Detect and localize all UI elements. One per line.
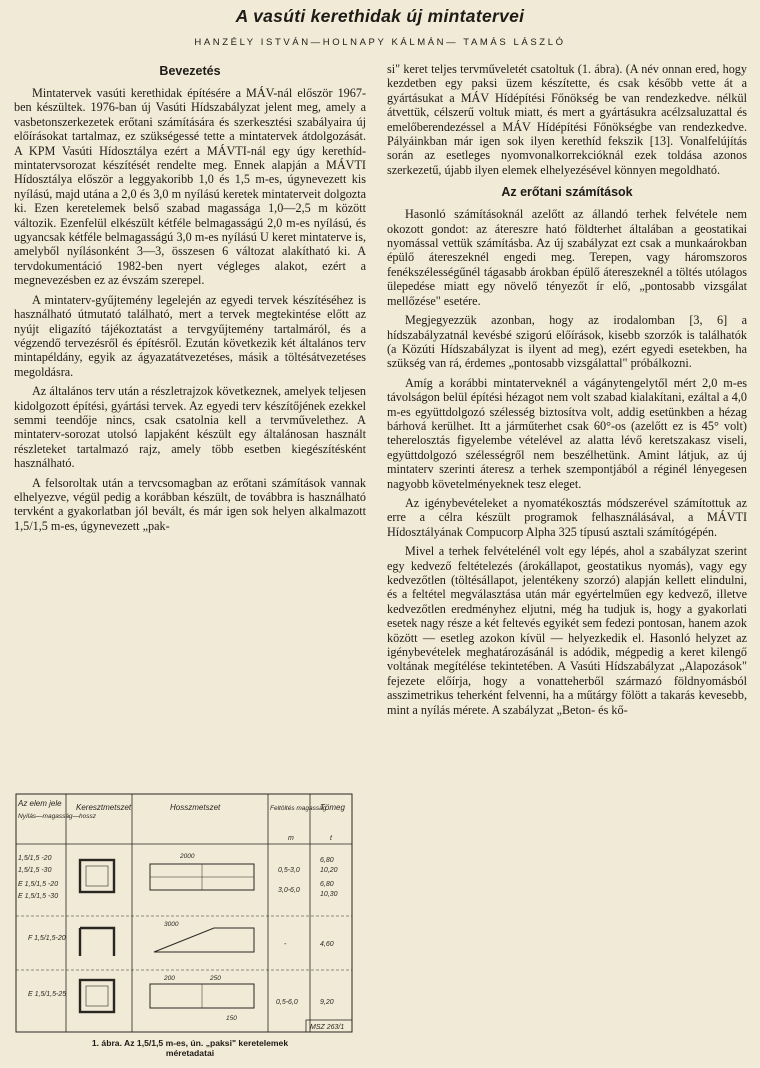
long-section-sketch [150,984,254,1008]
paragraph: A felsoroltak után a tervcsomagban az erőtani számítások vannak elhelyezve, végül pedig a korábban készült, de továbbra is használható tervként a gyakorlatban jól bevált, és már igen sok helyen alkalmazott 1,5/1,5 m-es, úgynevezett „pak- [14,475,366,533]
unit-mass: t [330,835,332,842]
paragraph: A mintaterv-gyűjtemény legelején az egyedi tervek készítéséhez is használható útmutató található, mert a tervek megtekintése előtt az nyújt eligazító tájékoztatást a tervgyűjtemény tartalmáról, és a végzendő tervezésről és építésről. Ezután következik két általános terv mintapéldány, egyik az ágyazatátvezetéses, másik a töltésátvezetéses megoldásra. [14,292,366,379]
figure-stamp: MSZ 263/1 [310,1024,345,1031]
header-fill-height: Feltöltés magasság [270,805,327,812]
paragraph: Az igénybevételeket a nyomatékosztás módszerével számítottuk az erre a célra készült programok felhasználásával, a MÁVTI Hídosztályának Compucorp Alpha 325 típusú asztali számítógépén. [387,495,747,539]
dim-label: 2000 [180,853,195,860]
row1-code: E 1,5/1,5 -20 [18,881,59,888]
row1-fill: 3,0-6,0 [278,887,300,894]
row1-code: 1,5/1,5 -20 [18,855,52,862]
paragraph: Mivel a terhek felvételénél volt egy lépés, ahol a szabályzat szerint egy kedvező feltételezés (árokállapot, geostatikus nyomás), vagy egy kedvezőtlen (töltésállapot, jelentékeny szorzó) alapján kellett elindulni, és a feltétel megválasztása után már egyértelműen egy kedvező, illetve kedvezőtlen eredményhez eljutni, még ha tudjuk is, hogy a gyakorlati esetek nagy része a két feltevés egyikét sem fedezi pontosan, hanem azok között — esetleg azokon kívül — helyezkedik el. Hasonló helyzet az igénybevételek meghatározásánál is adódik, mégpedig a keret kilengő voltának megítélése tekintetében. A Vasúti Hídszabályzat „Alapozások" fejezete előírja, hogy a vonatteherből származó földnyomásból asszimetrikus teherként felvenni, ha a műtárgy fölött a takarás kevesebb, mint a nyílás mérete. A szabályzat „Beton- és kő- [387,544,747,717]
figure-caption-line1: 1. ábra. Az 1,5/1,5 m-es, ún. „paksi" keretelemek [91,1038,289,1048]
paragraph: Mintatervek vasúti kerethidak építésére a MÁV-nál először 1967-ben készültek. 1976-ban új Vasúti Hídszabályzat jelent meg, amely a vasbetonszerkezetek erőtani számítására és szerkesztési szabályaira új előírásokat tartalmaz, ez szükségessé tette a mintatervek átdolgozását. A KPM Vasúti Hídosztálya ezért a MÁVTI-nál egy úgy kerethíd-mintatervsorozat készítését rendelte meg. Ennek alapján a MÁVTI Hídosztálya először a leggyakoribb 1,0 és 1,5 m-es, úgynevezett kis nyílású, majd utána a 2,0 és 3,0 m nyílású keretek mintaterveit dolgozta ki. Ezen keretelemek belső szabad magassága 1,0—2,5 m között változik. Ezenfelül elkészült kétféle belmagasságú 2,0 m-es nyílású, és ugyancsak kétféle belmagasságú 3,0 m-es nyílású U keret mintaterve is, amelyből nyílásonként 3—3, összesen 6 változat alakítható ki. A tervdokumentáció 1982-ben nyert végleges alakot, ezért a megnevezésben ez az évszám szerepel. [14,86,366,288]
row1-mass: 10,30 [320,891,338,898]
figure-1 [14,768,366,1068]
row1-fill: 0,5-3,0 [278,867,300,874]
row2-fill: - [284,941,287,948]
row3-code: E 1,5/1,5-25 [28,991,67,998]
dim-label: 3000 [164,921,179,928]
header-long-section: Hosszmetszet [170,803,221,812]
row1-mass: 10,20 [320,867,338,874]
row1-mass: 6,80 [320,857,334,864]
section-heading-introduction: Bevezetés [159,64,221,78]
row3-mass: 9,20 [320,999,334,1006]
figure-caption [14,1038,366,1058]
paragraph: Amíg a korábbi mintaterveknél a vágánytengelytől mért 2,0 m-es távolságon belül építési hézagot nem volt szabad kialakítani, ezáltal a 4,0 m-es együttdolgozó szélesség biztosítva volt, addig esetünkben a hézag bárhová kerülhet. Itt a járműterhet csak 60°-os (azelőtt ez is 45° volt) teherelosztás figyelembe vételével az alatta lévő keretszakasz viseli, együttdolgozó szélességről nem beszélhetünk. Amint látjuk, az új mintaterv szerinti áteresz a terhek szempontjából a réginél lényegesen nagyobb követelményeknek tesz eleget. [387,375,747,491]
figure-caption-line2: méretadatai [165,1048,215,1058]
row3-fill: 0,5-6,0 [276,999,298,1006]
dim-label: 250 [210,975,221,982]
header-subheader: Nyílás—magasság—hossz [18,813,97,820]
dim-label: 150 [226,1015,237,1022]
row1-code: E 1,5/1,5 -30 [18,893,59,900]
row1-code: 1,5/1,5 -30 [18,867,52,874]
cross-section-sketch [80,980,114,1012]
right-column [387,62,747,722]
dim-label: 200 [164,975,175,982]
section-heading-calculations: Az erőtani számítások [501,185,633,200]
header-mass: Tömeg [320,803,345,812]
paragraph: Az általános terv után a részletrajzok következnek, amelyek teljesen kidolgozott építési, gyártási tervek. Az egyedi terv készítőjének ezekkel semmi teendője nincs, csak csatolnia kell a tervművelethez. A mintaterv-sorozat utolsó lapjaként készült egy általánosan használt részleteket tartalmazó rajz, amely több esetben kiegészítésként használható. [14,384,366,471]
article-title: A vasúti kerethidak új mintatervei [235,6,525,26]
cross-section-sketch [80,928,114,956]
cross-section-sketch [80,860,114,892]
article-authors: HANZÉLY ISTVÁN—HOLNAPY KÁLMÁN— TAMÁS LÁSZLÓ [194,37,566,48]
paragraph: Hasonló számításoknál azelőtt az állandó terhek felvétele nem okozott gondot: az átereszre ható földterhet általában a geostatikai nyomással vettük számításba. Az új szabályzat ezt csak a munkaárokban épülő átereszeknél engedi meg. Terepen, vagy háromszoros fenékszélességűnél tágasabb árokban épülő átereszeknél a töltés utólagos ülepedése miatt egy növelő tényezőt ír elő, „pontosabb vizsgálat mellőzése" esetére. [387,207,747,308]
long-section-sketch [150,864,254,890]
left-column [14,62,366,538]
row1-mass: 6,80 [320,881,334,888]
paragraph: si" keret teljes tervműveletét csatoltuk (1. ábra). (A név onnan ered, hogy kezdetben egy paksi üzem készítette, és csak később vette át a gyártásukat a MÁV Hídépítési Főnökség be van rendezkedve. nélkül átvettük, célszerű voltuk miatt, és mert a gyártásukra acélzsaluzattal és emelőberendezéssel a MÁV Hídépítési Főnökségbe van rendezkedve. Pályáinkban már igen sok ilyen kerethíd fekszik [13]. Vonalfelújítás során az esetleges nyomvonalkorrekcióknál ezek toldása azonos szerkezetű, újabb ilyen elemek elhelyezésével könnyen megoldható. [387,62,747,177]
header-element-code: Az elem jele [18,799,62,808]
paragraph: Megjegyezzük azonban, hogy az irodalomban [3, 6] a hídszabályzatnál kevésbé szigorú előírások, kisebb szorzók is találhatók (a Közúti Hídszabályzat is ilyent ad meg), ezért egyedi esetekben, ha szükség van rá, érdemes „pontosabb vizsgálattal" próbálkozni. [387,313,747,371]
unit-fill: m [288,835,294,842]
row2-code: F 1,5/1,5-20 [28,935,66,942]
figure-table-drawing [14,768,366,1036]
long-section-sketch [154,928,254,952]
row2-mass: 4,60 [320,941,334,948]
header-cross-section: Keresztmetszet [76,803,132,812]
